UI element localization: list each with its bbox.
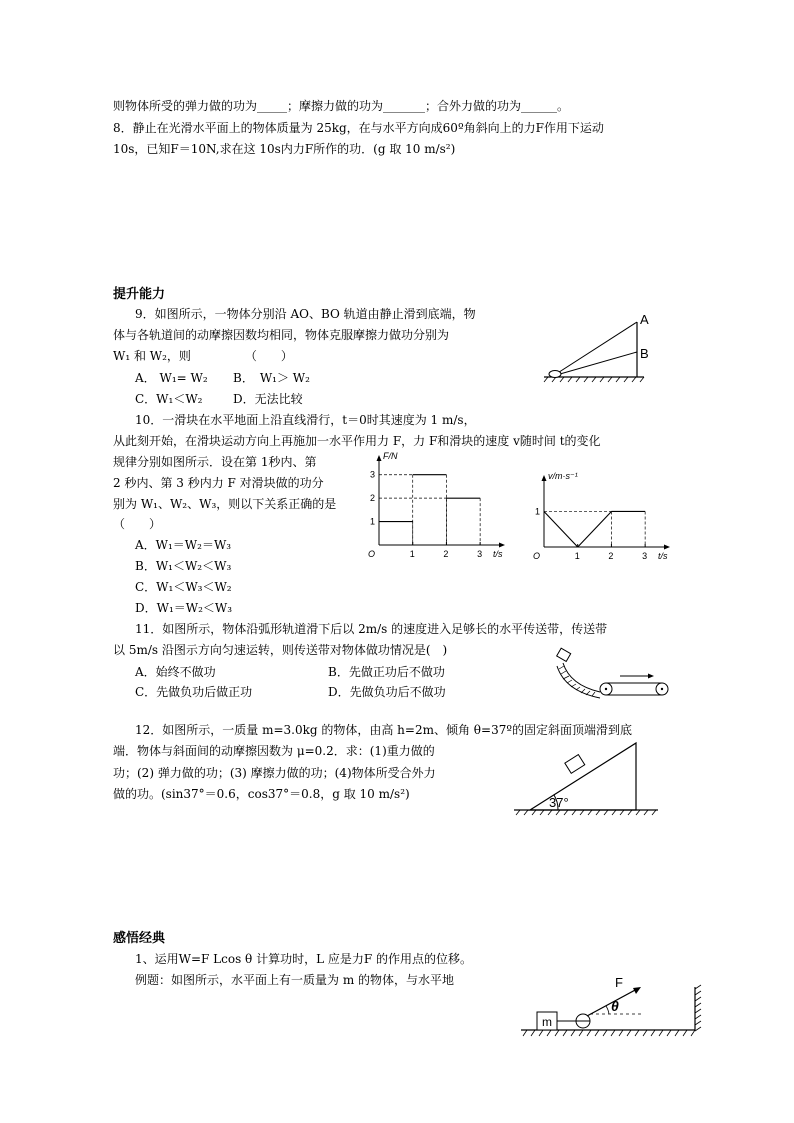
mass-label: m <box>542 1015 552 1029</box>
question-10-option-d: D．W₁＝W₂＜W₃ <box>135 601 233 615</box>
question-9-option-a: A． W₁= W₂ <box>135 371 208 385</box>
question-12-line-4: 做的功。(sin37°＝0.6，cos37°＝0.8，g 取 10 m/s²) <box>113 787 410 801</box>
question-10-line-3: 规律分别如图所示．设在第 1秒内、第 <box>113 455 317 469</box>
velocity-segment-1 <box>544 511 578 547</box>
block-on-incline <box>565 755 585 774</box>
question-11-line-1: 11．如图所示，物体沿弧形轨道滑下后以 2m/s 的速度进入足够长的水平传送带，传送带 <box>135 622 608 636</box>
y-tick-label: 1 <box>535 506 541 517</box>
figure-example-force <box>515 965 710 1050</box>
y-tick-label: 2 <box>370 493 376 504</box>
block-on-track <box>557 648 571 661</box>
force-label: F <box>615 975 623 990</box>
incline-triangle <box>530 743 636 810</box>
y-axis-label: v/m·s⁻¹ <box>548 471 578 481</box>
label-a: A <box>640 312 649 327</box>
x-tick-label: 3 <box>642 551 648 561</box>
question-10-option-c: C．W₁＜W₃＜W₂ <box>135 580 232 594</box>
direction-arrow <box>620 674 654 679</box>
x-axis-arrow <box>664 545 670 550</box>
section-heading-classic: 感悟经典 <box>113 931 166 946</box>
section-heading-ability: 提升能力 <box>113 287 166 302</box>
prev-question-tail: 则物体所受的弹力做的功为_____；摩擦力做的功为_______；合外力做的功为______。 <box>113 99 570 113</box>
origin-label: O <box>533 551 541 561</box>
question-9-line-3: W₁ 和 W₂，则 （ ） <box>113 349 293 363</box>
question-9-option-d: D．无法比较 <box>233 392 303 406</box>
angle-label: 37° <box>549 795 569 810</box>
x-tick-label: 1 <box>409 549 415 559</box>
question-12-line-3: 功；(2) 弹力做的功；(3) 摩擦力做的功；(4)物体所受合外力 <box>113 766 436 780</box>
x-tick-label: 2 <box>608 551 614 561</box>
label-b: B <box>640 346 649 361</box>
question-10-option-b: B．W₁＜W₂＜W₃ <box>135 559 232 573</box>
figure-q11-conveyor <box>548 645 708 705</box>
floor-hatching <box>523 1030 695 1036</box>
figure-q12-incline <box>508 735 668 820</box>
y-axis-arrow <box>542 475 547 481</box>
x-axis-arrow <box>499 543 505 548</box>
velocity-segment-2 <box>578 511 612 547</box>
question-9-line-1: 9．如图所示，一物体分别沿 AO、BO 轨道由静止滑到底端，物 <box>135 307 476 321</box>
question-11-line-2: 以 5m/s 沿图示方向匀速运转，则传送带对物体做功情况是( ) <box>113 643 448 657</box>
x-tick-label: 2 <box>443 549 449 559</box>
tip-example: 例题：如图所示，水平面上有一质量为 m 的物体，与水平地 <box>135 973 455 987</box>
curved-track <box>557 663 600 698</box>
question-9-line-2: 体与各轨道间的动摩擦因数均相同，物体克服摩擦力做功分别为 <box>113 328 450 342</box>
question-11-option-c: C．先做负功后做正功 <box>135 685 253 699</box>
chart-force-time <box>365 450 515 565</box>
origin-label: O <box>368 549 376 559</box>
question-9-option-c: C．W₁＜W₂ <box>135 392 203 406</box>
wall-hatching <box>695 985 701 1031</box>
track-bo <box>553 352 637 376</box>
x-tick-label: 1 <box>574 551 580 561</box>
question-9-option-b: B． W₁＞ W₂ <box>233 371 310 385</box>
chart-velocity-time <box>530 460 680 565</box>
question-8-line-1: 8．静止在光滑水平面上的物体质量为 25kg，在与水平方向成60º角斜向上的力F作用下运动 <box>113 121 604 135</box>
question-12-line-1: 12．如图所示，一质量 m=3.0kg 的物体，由高 h=2m、倾角 θ=37º的固定斜面顶端滑到底 <box>135 723 632 737</box>
track-ao <box>553 322 637 376</box>
tip-1: 1、运用W=F Lcos θ 计算功时，L 应是力F 的作用点的位移。 <box>135 952 473 966</box>
question-10-line-5: 别为 W₁、W₂、W₃，则以下关系正确的是 <box>113 497 337 511</box>
question-11-option-d: D．先做负功后不做功 <box>328 685 446 699</box>
y-axis-arrow <box>377 455 382 461</box>
theta-arc <box>606 1006 609 1014</box>
y-tick-label: 1 <box>370 516 376 527</box>
block-object <box>549 371 561 378</box>
theta-label: θ <box>611 998 619 1014</box>
question-10-line-4: 2 秒内、第 3 秒内力 F 对滑块做的功分 <box>113 476 324 490</box>
question-10-line-1: 10．一滑块在水平地面上沿直线滑行，t＝0时其速度为 1 m/s， <box>135 413 476 427</box>
x-axis-label: t/s <box>493 549 503 559</box>
y-tick-label: 3 <box>370 469 376 480</box>
question-8-line-2: 10s，已知F＝10N,求在这 10s内力F所作的功．(g 取 10 m/s²) <box>113 142 456 156</box>
conveyor-belt <box>600 683 668 695</box>
question-10-option-a: A．W₁＝W₂＝W₃ <box>135 538 232 552</box>
question-11-option-a: A．始终不做功 <box>135 665 216 679</box>
question-11-option-b: B．先做正功后不做功 <box>328 665 445 679</box>
question-10-line-6: （ ） <box>113 517 162 531</box>
x-axis-label: t/s <box>658 551 668 561</box>
question-12-line-2: 端．物体与斜面间的动摩擦因数为 μ=0.2．求：(1)重力做的 <box>113 744 435 758</box>
incline-ground-hatching <box>516 810 656 815</box>
question-10-line-2: 从此刻开始，在滑块运动方向上再施加一水平作用力 F，力 F和滑块的速度 v随时间 t的变化 <box>113 434 601 448</box>
y-axis-label: F/N <box>383 451 398 461</box>
figure-q9-slopes <box>540 300 670 390</box>
x-tick-label: 3 <box>477 549 483 559</box>
ground-hatching <box>544 377 644 382</box>
